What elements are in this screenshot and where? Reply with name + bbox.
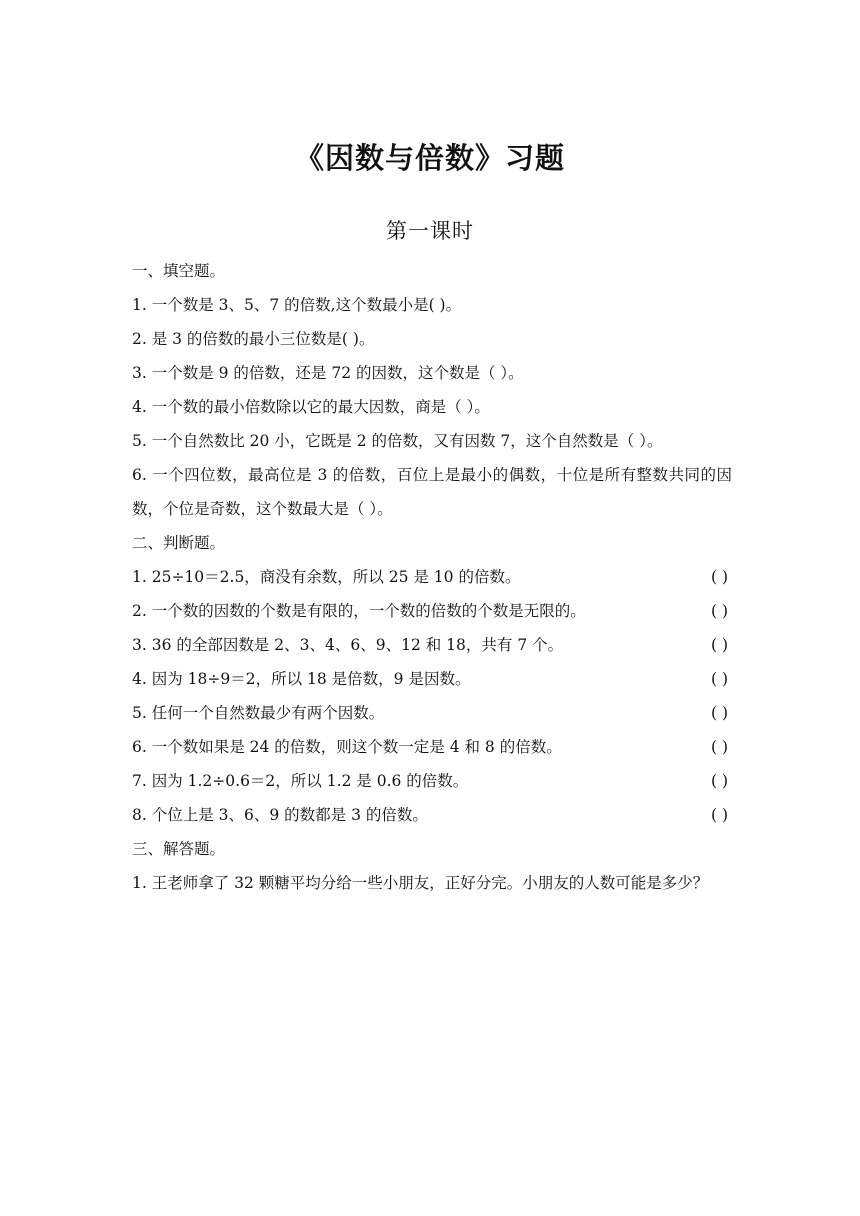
question-text: 1. 25÷10＝2.5，商没有余数，所以 25 是 10 的倍数。 — [132, 568, 521, 586]
answer-parentheses: ( ) — [710, 738, 728, 756]
true-false-question-8 — [132, 798, 732, 832]
fill-blank-question-3: 3. 一个数是 9 的倍数，还是 72 的因数，这个数是（ ）。 — [132, 364, 524, 382]
answer-parentheses: ( ) — [710, 670, 728, 688]
page-subtitle: 第一课时 — [386, 219, 474, 243]
fill-blank-question-2: 2. 是 3 的倍数的最小三位数是( )。 — [132, 330, 375, 348]
true-false-question-6 — [132, 730, 732, 764]
page-title: 《因数与倍数》习题 — [294, 141, 565, 175]
worksheet-content — [132, 254, 732, 900]
section-heading-true-false: 二、判断题。 — [132, 534, 226, 552]
question-text: 3. 36 的全部因数是 2、3、4、6、9、12 和 18，共有 7 个。 — [132, 636, 564, 654]
answer-parentheses: ( ) — [710, 568, 728, 586]
fill-blank-question-5: 5. 一个自然数比 20 小，它既是 2 的倍数，又有因数 7，这个自然数是（ ）。 — [132, 432, 663, 450]
true-false-question-5 — [132, 696, 732, 730]
fill-blank-question-6: 6. 一个四位数，最高位是 3 的倍数，百位上是最小的偶数，十位是所有整数共同的因数，个位是奇数，这个数最大是（ ）。 — [132, 466, 732, 518]
answer-parentheses: ( ) — [710, 704, 728, 722]
true-false-question-3 — [132, 628, 732, 662]
answer-parentheses: ( ) — [710, 602, 728, 620]
question-text: 2. 一个数的因数的个数是有限的，一个数的倍数的个数是无限的。 — [132, 602, 586, 620]
true-false-question-7 — [132, 764, 732, 798]
question-text: 8. 个位上是 3、6、9 的数都是 3 的倍数。 — [132, 806, 428, 824]
question-text: 6. 一个数如果是 24 的倍数，则这个数一定是 4 和 8 的倍数。 — [132, 738, 562, 756]
fill-blank-question-4: 4. 一个数的最小倍数除以它的最大因数，商是（ ）。 — [132, 398, 490, 416]
section-heading-fill-blank: 一、填空题。 — [132, 262, 226, 280]
true-false-question-4 — [132, 662, 732, 696]
question-text: 7. 因为 1.2÷0.6＝2，所以 1.2 是 0.6 的倍数。 — [132, 772, 469, 790]
true-false-question-2 — [132, 594, 732, 628]
fill-blank-question-1: 1. 一个数是 3、5、7 的倍数,这个数最小是( )。 — [132, 296, 462, 314]
answer-parentheses: ( ) — [710, 806, 728, 824]
question-text: 5. 任何一个自然数最少有两个因数。 — [132, 704, 385, 722]
true-false-question-1 — [132, 560, 732, 594]
answer-parentheses: ( ) — [710, 772, 728, 790]
word-problem-1: 1. 王老师拿了 32 颗糖平均分给一些小朋友，正好分完。小朋友的人数可能是多少？ — [132, 874, 709, 892]
answer-parentheses: ( ) — [710, 636, 728, 654]
section-heading-word-problems: 三、解答题。 — [132, 840, 226, 858]
question-text: 4. 因为 18÷9＝2，所以 18 是倍数，9 是因数。 — [132, 670, 471, 688]
